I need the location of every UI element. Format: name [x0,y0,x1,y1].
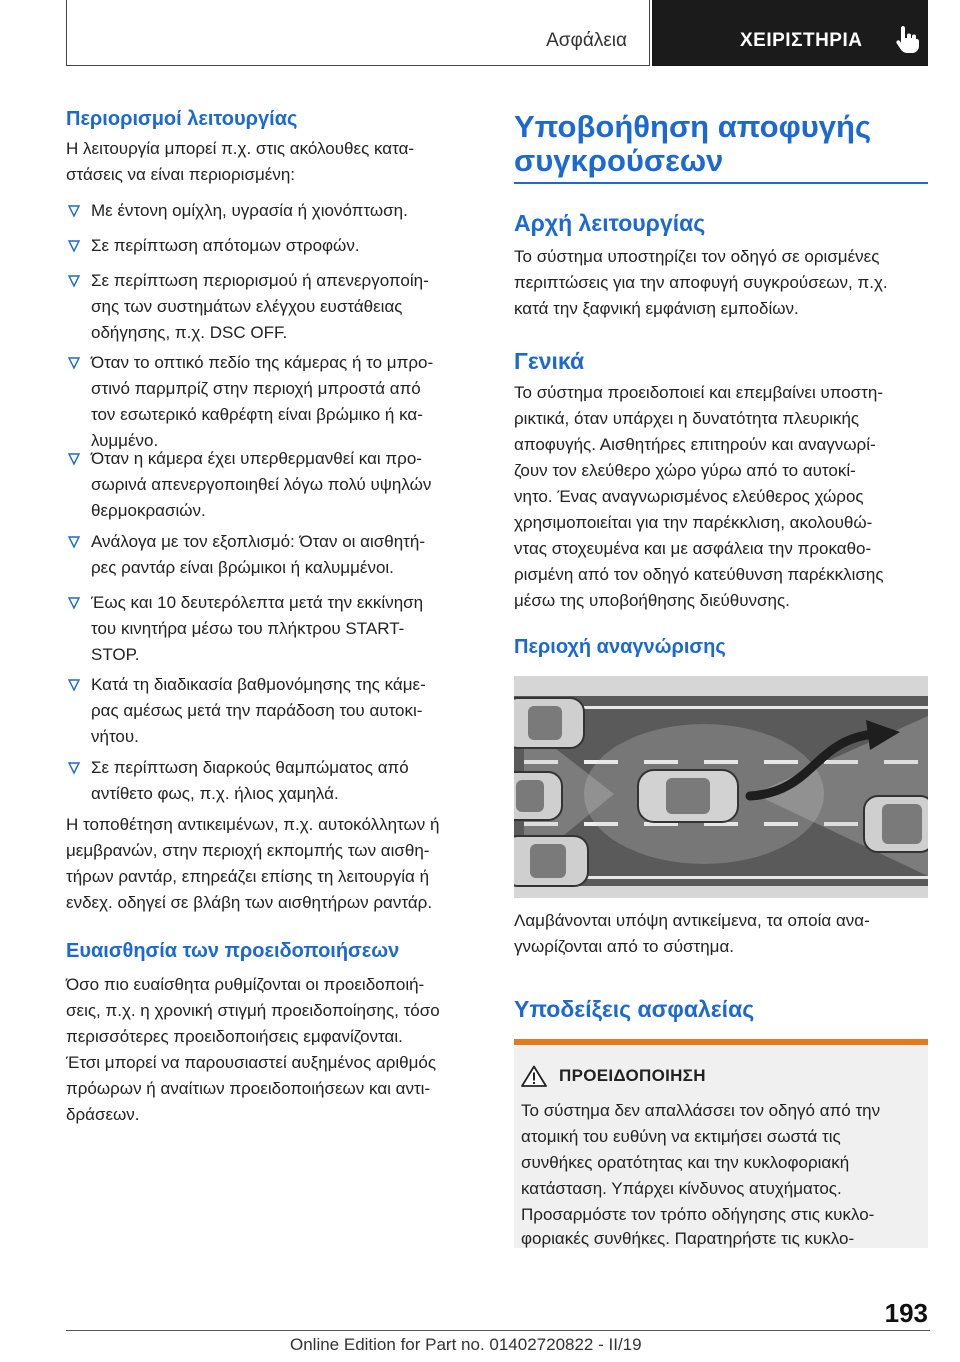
warning-line-4: κατάσταση. Υπάρχει κίνδυνος ατυχήματος. [521,1179,842,1198]
limits-outro-line-4: ενδεχ. οδηγεί σε βλάβη των αισθητήρων ραντάρ. [66,893,433,912]
list-item-line: οδήγησης, π.χ. DSC OFF. [91,323,288,342]
bullet-triangle-icon [66,755,82,781]
detection-area-illustration [514,676,928,898]
limits-heading: Περιορισμοί λειτουργίας [66,108,298,130]
list-item-line: τον εσωτερικό καθρέφτη είναι βρώμικο ή κα- [91,405,423,424]
list-item-line: θερμοκρασιών. [91,501,206,520]
figure-caption-line-2: γνωρίζονται από το σύστημα. [514,937,735,956]
list-item-line: Σε περίπτωση διαρκούς θαμπώματος από [91,758,409,777]
bullet-triangle-icon [66,529,82,555]
sensitivity-line-4: Έτσι μπορεί να παρουσιαστεί αυξημένος αριθμός [66,1053,437,1072]
footer-divider [66,1330,930,1331]
list-item-line: σης των συστημάτων ελέγχου ευστάθειας [91,297,403,316]
general-line-4: ζουν τον ελεύθερο χώρο γύρω από το αυτοκί- [514,461,856,480]
detection-heading: Περιοχή αναγνώρισης [514,636,726,658]
general-heading: Γενικά [514,348,585,374]
pointing-hand-icon [894,24,922,54]
figure-caption-line-1: Λαμβάνονται υπόψη αντικείμενα, τα οποία ανα- [514,911,870,930]
limits-outro-line-3: τήρων ραντάρ, επηρεάζει επίσης τη λειτουργία ή [66,867,430,886]
list-item-line: ρας αμέσως μετά την παράδοση του αυτοκι- [91,701,423,720]
sensitivity-line-6: δράσεων. [66,1105,140,1124]
bullet-triangle-icon [66,446,82,472]
page-number: 193 [884,1298,928,1328]
general-line-7: ντας στοχευμένα και με ασφάλεια την προκαθο- [514,539,872,558]
limits-outro-line-2: μεμβρανών, στην περιοχή εκπομπής των αισθη- [66,841,430,860]
bullet-triangle-icon [66,233,82,259]
list-item-line: αντίθετο φως, π.χ. ήλιος χαμηλά. [91,784,339,803]
list-item-line: Με έντονη ομίχλη, υγρασία ή χιονόπτωση. [91,201,408,220]
list-item-line: Σε περίπτωση περιορισμού ή απενεργοποίη- [91,271,429,290]
bullet-triangle-icon [66,198,82,224]
header-chapter-label: ΧΕΙΡΙΣΤΗΡΙΑ [740,30,863,51]
header-section-box [66,0,650,66]
general-line-3: αποφυγής. Αισθητήρες επιτηρούν και αναγνωρί- [514,435,876,454]
general-line-9: μέσω της υποβοήθησης διεύθυνσης. [514,591,790,610]
header-chapter-tab[interactable] [652,0,928,66]
list-item-line: Έως και 10 δευτερόλεπτα μετά την εκκίνηση [91,593,424,612]
general-line-5: νητο. Ένας αναγνωρισμένος ελεύθερος χώρος [514,487,864,506]
warning-line-1: Το σύστημα δεν απαλλάσσει τον οδηγό από την [521,1101,881,1120]
sensitivity-line-2: σεις, π.χ. η χρονική στιγμή προειδοποίησης, τόσο [66,1001,440,1020]
list-item-line: στινό παρμπρίζ στην περιοχή μπροστά από [91,379,421,398]
general-line-1: Το σύστημα προειδοποιεί και επεμβαίνει υποστη- [514,383,884,402]
bullet-triangle-icon [66,590,82,616]
list-item-line: Όταν το οπτικό πεδίο της κάμερας ή το μπρο- [91,353,434,372]
warning-line-2: ατομική του ευθύνη να εκτιμήσει σωστά τις [521,1127,841,1146]
limits-intro-line-1: Η λειτουργία μπορεί π.χ. στις ακόλουθες κατα- [66,139,415,158]
warning-title: ΠΡΟΕΙΔΟΠΟΙΗΣΗ [559,1066,706,1085]
sensitivity-line-5: πρόωρων ή αναίτιων προειδοποιήσεων και αντι- [66,1079,431,1098]
list-item-line: Ανάλογα με τον εξοπλισμό: Όταν οι αισθητή- [91,532,425,551]
principle-line-2: περιπτώσεις για την αποφυγή συγκρούσεων, π.χ. [514,273,888,292]
title-underline [514,182,928,184]
list-item-line: ρες ραντάρ είναι βρώμικοι ή καλυμμένοι. [91,558,394,577]
bullet-triangle-icon [66,672,82,698]
warning-line-5: Προσαρμόστε τον τρόπο οδήγησης στις κυκλο- [521,1205,875,1224]
header-section-title: Ασφάλεια [546,30,627,51]
sensitivity-line-1: Όσο πιο ευαίσθητα ρυθμίζονται οι προειδοποιή- [66,975,425,994]
page-title-line-2: συγκρούσεων [514,143,724,178]
list-item-line: Κατά τη διαδικασία βαθμονόμησης της κάμε- [91,675,426,694]
list-item-line: νήτου. [91,727,139,746]
principle-line-1: Το σύστημα υποστηρίζει τον οδηγό σε ορισμένες [514,247,880,266]
general-line-2: ρικτικά, όταν υπάρχει η δυνατότητα πλευρικής [514,409,860,428]
principle-line-3: κατά την ξαφνική εμφάνιση εμποδίων. [514,299,799,318]
list-item-line: σωρινά απενεργοποιηθεί λόγω πολύ υψηλών [91,475,432,494]
general-line-6: χρησιμοποιείται για την παρέκκλιση, ακολουθώ- [514,513,873,532]
warning-line-6: φοριακές συνθήκες. Παρατηρήστε τις κυκλο- [521,1229,855,1248]
warning-line-3: συνθήκες ορατότητας και την κυκλοφοριακή [521,1153,850,1172]
safety-heading: Υποδείξεις ασφαλείας [514,996,755,1022]
list-item-line: Όταν η κάμερα έχει υπερθερμανθεί και προ- [91,449,422,468]
bullet-triangle-icon [66,350,82,376]
general-line-8: ρισμένη από τον οδηγό κατεύθυνση παρέκκλισης [514,565,884,584]
warning-triangle-icon [521,1065,547,1087]
footer-edition: Online Edition for Part no. 01402720822 - II/19 [290,1335,642,1354]
principle-heading: Αρχή λειτουργίας [514,210,706,236]
page-title-line-1: Υποβοήθηση αποφυγής [514,109,872,144]
sensitivity-line-3: περισσότερες προειδοποιήσεις εμφανίζονται. [66,1027,403,1046]
list-item-line: STOP. [91,645,140,664]
limits-intro-line-2: στάσεις να είναι περιορισμένη: [66,165,295,184]
list-item-line: Σε περίπτωση απότομων στροφών. [91,236,360,255]
list-item-line: λυμμένο. [91,431,159,450]
bullet-triangle-icon [66,268,82,294]
sensitivity-heading: Ευαισθησία των προειδοποιήσεων [66,940,400,962]
list-item-line: του κινητήρα μέσω του πλήκτρου START- [91,619,405,638]
limits-outro-line-1: Η τοποθέτηση αντικειμένων, π.χ. αυτοκόλλητων ή [66,815,440,834]
